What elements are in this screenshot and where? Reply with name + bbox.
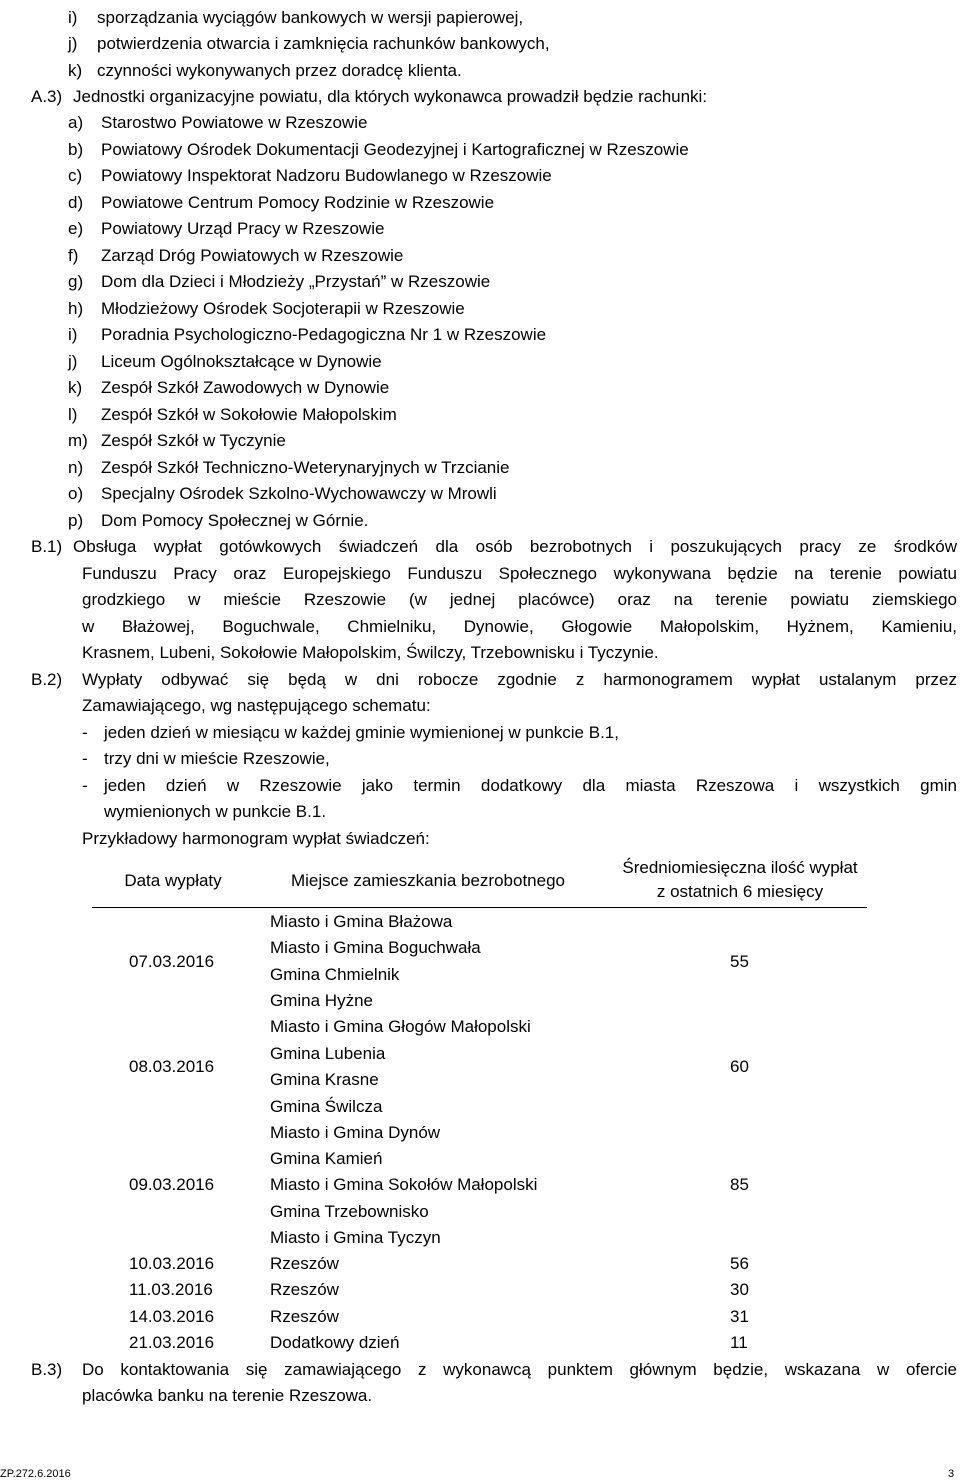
paragraph-line: grodzkiego w mieście Rzeszowie (w jednej placówce) oraz na terenie powiatu ziemskiego xyxy=(82,590,957,609)
table-cell-count: 60 xyxy=(730,1057,749,1076)
section-intro-a3: Jednostki organizacyjne powiatu, dla których wykonawca prowadził będzie rachunki: xyxy=(73,87,708,106)
table-cell-place: Miasto i Gmina Tyczyn xyxy=(270,1228,441,1247)
table-cell-place: Gmina Krasne xyxy=(270,1070,379,1089)
list-item: potwierdzenia otwarcia i zamknięcia rachunków bankowych, xyxy=(97,34,550,53)
column-header-average: Średniomiesięczna ilość wypłat xyxy=(622,858,858,877)
column-header-place: Miejsce zamieszkania bezrobotnego xyxy=(290,871,566,890)
list-item: Liceum Ogólnokształcące w Dynowie xyxy=(101,352,382,371)
table-cell-count: 31 xyxy=(730,1307,749,1326)
table-cell-date: 10.03.2016 xyxy=(129,1254,215,1273)
list-marker: n) xyxy=(68,458,84,477)
table-cell-count: 55 xyxy=(730,952,749,971)
table-cell-place: Gmina Lubenia xyxy=(270,1044,386,1063)
list-item: Zespół Szkół w Tyczynie xyxy=(101,431,286,450)
list-marker: h) xyxy=(68,299,84,318)
table-cell-count: 30 xyxy=(730,1280,749,1299)
dash-bullet: - xyxy=(82,749,88,768)
table-cell-date: 08.03.2016 xyxy=(129,1057,215,1076)
table-cell-place: Gmina Trzebownisko xyxy=(270,1202,429,1221)
list-item: Powiatowe Centrum Pomocy Rodzinie w Rzeszowie xyxy=(101,193,495,212)
paragraph-line: Wypłaty odbywać się będą w dni robocze zgodnie z harmonogramem wypłat ustalanym przez xyxy=(82,670,957,689)
list-marker: e) xyxy=(68,219,84,238)
list-item: Młodzieżowy Ośrodek Socjoterapii w Rzeszowie xyxy=(101,299,465,318)
list-marker: c) xyxy=(68,166,83,185)
section-label-b3: B.3) xyxy=(31,1360,63,1379)
table-cell-date: 21.03.2016 xyxy=(129,1333,215,1352)
list-item: czynności wykonywanych przez doradcę klienta. xyxy=(97,61,462,80)
schedule-intro: Przykładowy harmonogram wypłat świadczeń: xyxy=(82,829,430,848)
list-marker: k) xyxy=(68,61,83,80)
list-marker: b) xyxy=(68,140,84,159)
table-cell-place: Rzeszów xyxy=(270,1307,339,1326)
column-header-average-line2: z ostatnich 6 miesięcy xyxy=(656,882,824,901)
list-marker: a) xyxy=(68,113,84,132)
table-cell-count: 56 xyxy=(730,1254,749,1273)
paragraph-line: Do kontaktowania się zamawiającego z wykonawcą punktem głównym będzie, wskazana w ofercie xyxy=(82,1360,957,1379)
table-cell-count: 11 xyxy=(730,1333,748,1352)
table-cell-place: Miasto i Gmina Błażowa xyxy=(270,912,453,931)
table-cell-count: 85 xyxy=(730,1175,749,1194)
list-marker: p) xyxy=(68,511,84,530)
list-item: Specjalny Ośrodek Szkolno-Wychowawczy w Mrowli xyxy=(101,484,497,503)
table-cell-place: Rzeszów xyxy=(270,1254,339,1273)
list-marker: j) xyxy=(68,34,78,53)
list-item: jeden dzień w miesiącu w każdej gminie wymienionej w punkcie B.1, xyxy=(104,723,619,742)
list-marker: d) xyxy=(68,193,84,212)
paragraph-line: Krasnem, Lubeni, Sokołowie Małopolskim, Świlczy, Trzebownisku i Tyczynie. xyxy=(82,643,659,662)
section-label-a3: A.3) xyxy=(31,87,63,106)
paragraph-line: placówka banku na terenie Rzeszowa. xyxy=(82,1386,373,1405)
list-item: Starostwo Powiatowe w Rzeszowie xyxy=(101,113,368,132)
list-item: Zespół Szkół Techniczno-Weterynaryjnych w Trzcianie xyxy=(101,458,510,477)
table-cell-date: 07.03.2016 xyxy=(129,952,215,971)
list-item: Powiatowy Urząd Pracy w Rzeszowie xyxy=(101,219,385,238)
list-item: jeden dzień w Rzeszowie jako termin dodatkowy dla miasta Rzeszowa i wszystkich gmin xyxy=(104,776,957,795)
dash-bullet: - xyxy=(82,776,88,795)
table-cell-place: Miasto i Gmina Głogów Małopolski xyxy=(270,1017,531,1036)
table-cell-date: 14.03.2016 xyxy=(129,1307,215,1326)
list-item: Zarząd Dróg Powiatowych w Rzeszowie xyxy=(101,246,404,265)
list-marker: o) xyxy=(68,484,84,503)
list-item-continuation: wymienionych w punkcie B.1. xyxy=(104,802,327,821)
table-cell-date: 09.03.2016 xyxy=(129,1175,215,1194)
list-item: Poradnia Psychologiczno-Pedagogiczna Nr 1 w Rzeszowie xyxy=(101,325,547,344)
list-item: Zespół Szkół Zawodowych w Dynowie xyxy=(101,378,390,397)
list-item: Dom dla Dzieci i Młodzieży „Przystań” w Rzeszowie xyxy=(101,272,491,291)
list-item: Powiatowy Ośrodek Dokumentacji Geodezyjnej i Kartograficznej w Rzeszowie xyxy=(101,140,689,159)
column-header-date: Data wypłaty xyxy=(124,871,222,890)
section-label-b2: B.2) xyxy=(31,670,63,689)
paragraph-line: w Błażowej, Boguchwale, Chmielniku, Dynowie, Głogowie Małopolskim, Hyżnem, Kamieniu, xyxy=(82,617,957,636)
table-cell-place: Dodatkowy dzień xyxy=(270,1333,400,1352)
table-cell-place: Miasto i Gmina Dynów xyxy=(270,1123,441,1142)
table-cell-place: Rzeszów xyxy=(270,1280,339,1299)
paragraph-line: Funduszu Pracy oraz Europejskiego Funduszu Społecznego wykonywana będzie na terenie powiatu xyxy=(82,564,957,583)
list-marker: g) xyxy=(68,272,84,291)
paragraph-line: Obsługa wypłat gotówkowych świadczeń dla osób bezrobotnych i poszukujących pracy ze środków xyxy=(73,537,957,556)
dash-bullet: - xyxy=(82,723,88,742)
list-item: Zespół Szkół w Sokołowie Małopolskim xyxy=(101,405,397,424)
list-item: Dom Pomocy Społecznej w Górnie. xyxy=(101,511,369,530)
table-cell-place: Gmina Chmielnik xyxy=(270,965,400,984)
list-item: sporządzania wyciągów bankowych w wersji papierowej, xyxy=(97,8,524,27)
list-item: Powiatowy Inspektorat Nadzoru Budowlanego w Rzeszowie xyxy=(101,166,552,185)
page-number: 3 xyxy=(948,1468,955,1480)
table-cell-place: Gmina Świlcza xyxy=(270,1097,383,1116)
table-cell-place: Gmina Hyżne xyxy=(270,991,373,1010)
table-cell-place: Gmina Kamień xyxy=(270,1149,383,1168)
table-cell-date: 11.03.2016 xyxy=(129,1280,213,1299)
paragraph-line: Zamawiającego, wg następującego schematu: xyxy=(82,696,431,715)
list-marker: k) xyxy=(68,378,83,397)
list-marker: i) xyxy=(68,325,78,344)
list-marker: f) xyxy=(68,246,79,265)
table-cell-place: Miasto i Gmina Boguchwała xyxy=(270,938,481,957)
list-item: trzy dni w mieście Rzeszowie, xyxy=(104,749,330,768)
document-reference: ZP.272.6.2016 xyxy=(0,1468,71,1480)
list-marker: i) xyxy=(68,8,78,27)
list-marker: m) xyxy=(68,431,88,450)
list-marker: j) xyxy=(68,352,78,371)
table-cell-place: Miasto i Gmina Sokołów Małopolski xyxy=(270,1175,538,1194)
section-label-b1: B.1) xyxy=(31,537,63,556)
list-marker: l) xyxy=(68,405,78,424)
